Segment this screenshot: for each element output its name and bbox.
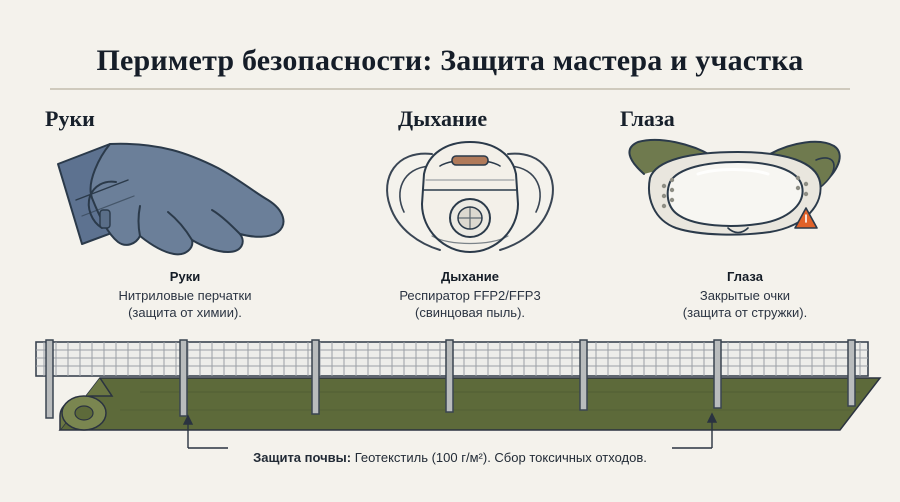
caption-line2-eyes: (защита от стружки).: [682, 305, 808, 320]
caption-line2-respiration: (свинцовая пыль).: [414, 305, 526, 320]
footer-note-text: Геотекстиль (100 г/м²). Сбор токсичных отходов.: [351, 450, 647, 465]
goggles-illustration: [620, 130, 850, 260]
scene-illustration: [0, 330, 900, 455]
caption-title-respiration: Дыхание: [441, 269, 499, 284]
caption-line1-respiration: Респиратор FFP2/FFP3: [399, 288, 541, 303]
goggles-icon: [620, 130, 850, 260]
respirator-icon: [360, 126, 580, 271]
title-divider: [50, 88, 850, 90]
glove-icon: [40, 128, 320, 268]
caption-title-eyes: Глаза: [727, 269, 763, 284]
caption-title-hands: Руки: [169, 269, 201, 284]
caption-eyes: [620, 268, 870, 321]
caption-line2-hands: (защита от химии).: [128, 305, 242, 320]
section-heading-respiration: Дыхание: [398, 106, 488, 131]
fence-and-ground-scene: [0, 330, 900, 455]
respirator-illustration: [360, 126, 580, 271]
section-heading-hands: Руки: [45, 106, 95, 131]
section-heading-eyes: Глаза: [620, 106, 675, 131]
glove-illustration: [40, 128, 320, 268]
footer-note-label: Защита почвы:: [253, 450, 352, 465]
footer-note: [0, 450, 900, 465]
caption-line1-eyes: Закрытые очки: [699, 288, 791, 303]
caption-respiration: [340, 268, 600, 321]
caption-line1-hands: Нитриловые перчатки: [118, 288, 252, 303]
page-title: Периметр безопасности: Защита мастера и участка: [96, 44, 804, 77]
caption-hands: [60, 268, 310, 321]
